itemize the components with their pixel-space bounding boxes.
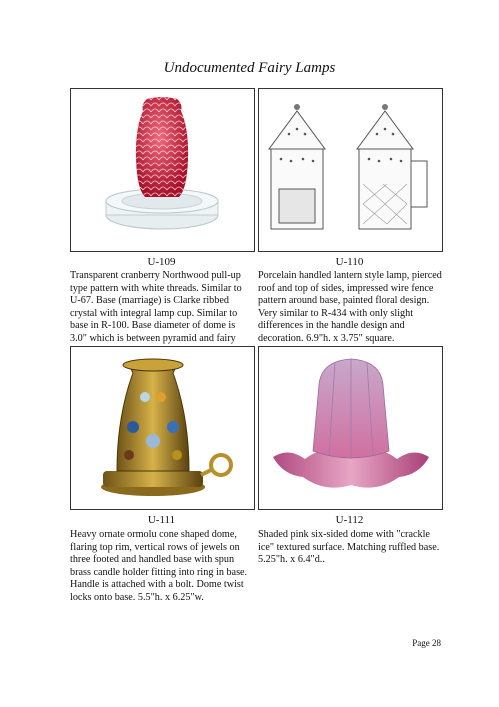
photo-frame-u111 — [70, 346, 255, 510]
item-description-u110: Porcelain handled lantern style lamp, pierced roof and top of sides, impressed wire fence pattern around base, painted floral design. Very similar to R-434 with only slight differences in the handle design and decoration. 6.9"h. x 3.75" square. — [258, 270, 442, 344]
item-description-u111: Heavy ornate ormolu cone shaped dome, flaring top rim, vertical rows of jewels on three footed and handled base with spun brass candle holder fitting into ring in base. Handle is attached with a bolt. Dome twist locks onto base. 5.5"h. x 6.25"w. — [70, 529, 248, 603]
item-label-u110: U-110 — [335, 256, 364, 268]
photo-frame-u110 — [258, 88, 443, 252]
item-description-u109: Transparent cranberry Northwood pull-up type pattern with white threads. Similar to U-67. Base (marriage) is Clarke ribbed crystal with integral lamp cup. Similar to base in R-100. Base diameter of dome is 3.0" which is between pyramid and fairy — [70, 270, 242, 344]
page-title: Undocumented Fairy Lamps — [163, 60, 336, 76]
page-number: Page 28 — [412, 638, 441, 648]
item-label-u109: U-109 — [147, 256, 176, 268]
cranberry-fairy-lamp-icon — [71, 89, 254, 251]
photo-frame-u109 — [70, 88, 255, 252]
porcelain-lantern-lamp-icon — [259, 89, 442, 251]
photo-frame-u112 — [258, 346, 443, 510]
item-label-u112: U-112 — [335, 514, 364, 526]
item-description-u112: Shaded pink six-sided dome with "crackle ice" textured surface. Matching ruffled base. 5.25"h. x 6.4"d.. — [258, 529, 440, 566]
pink-crackle-dome-lamp-icon — [259, 347, 442, 509]
ormolu-jeweled-lamp-icon — [71, 347, 254, 509]
item-label-u111: U-111 — [147, 514, 176, 526]
